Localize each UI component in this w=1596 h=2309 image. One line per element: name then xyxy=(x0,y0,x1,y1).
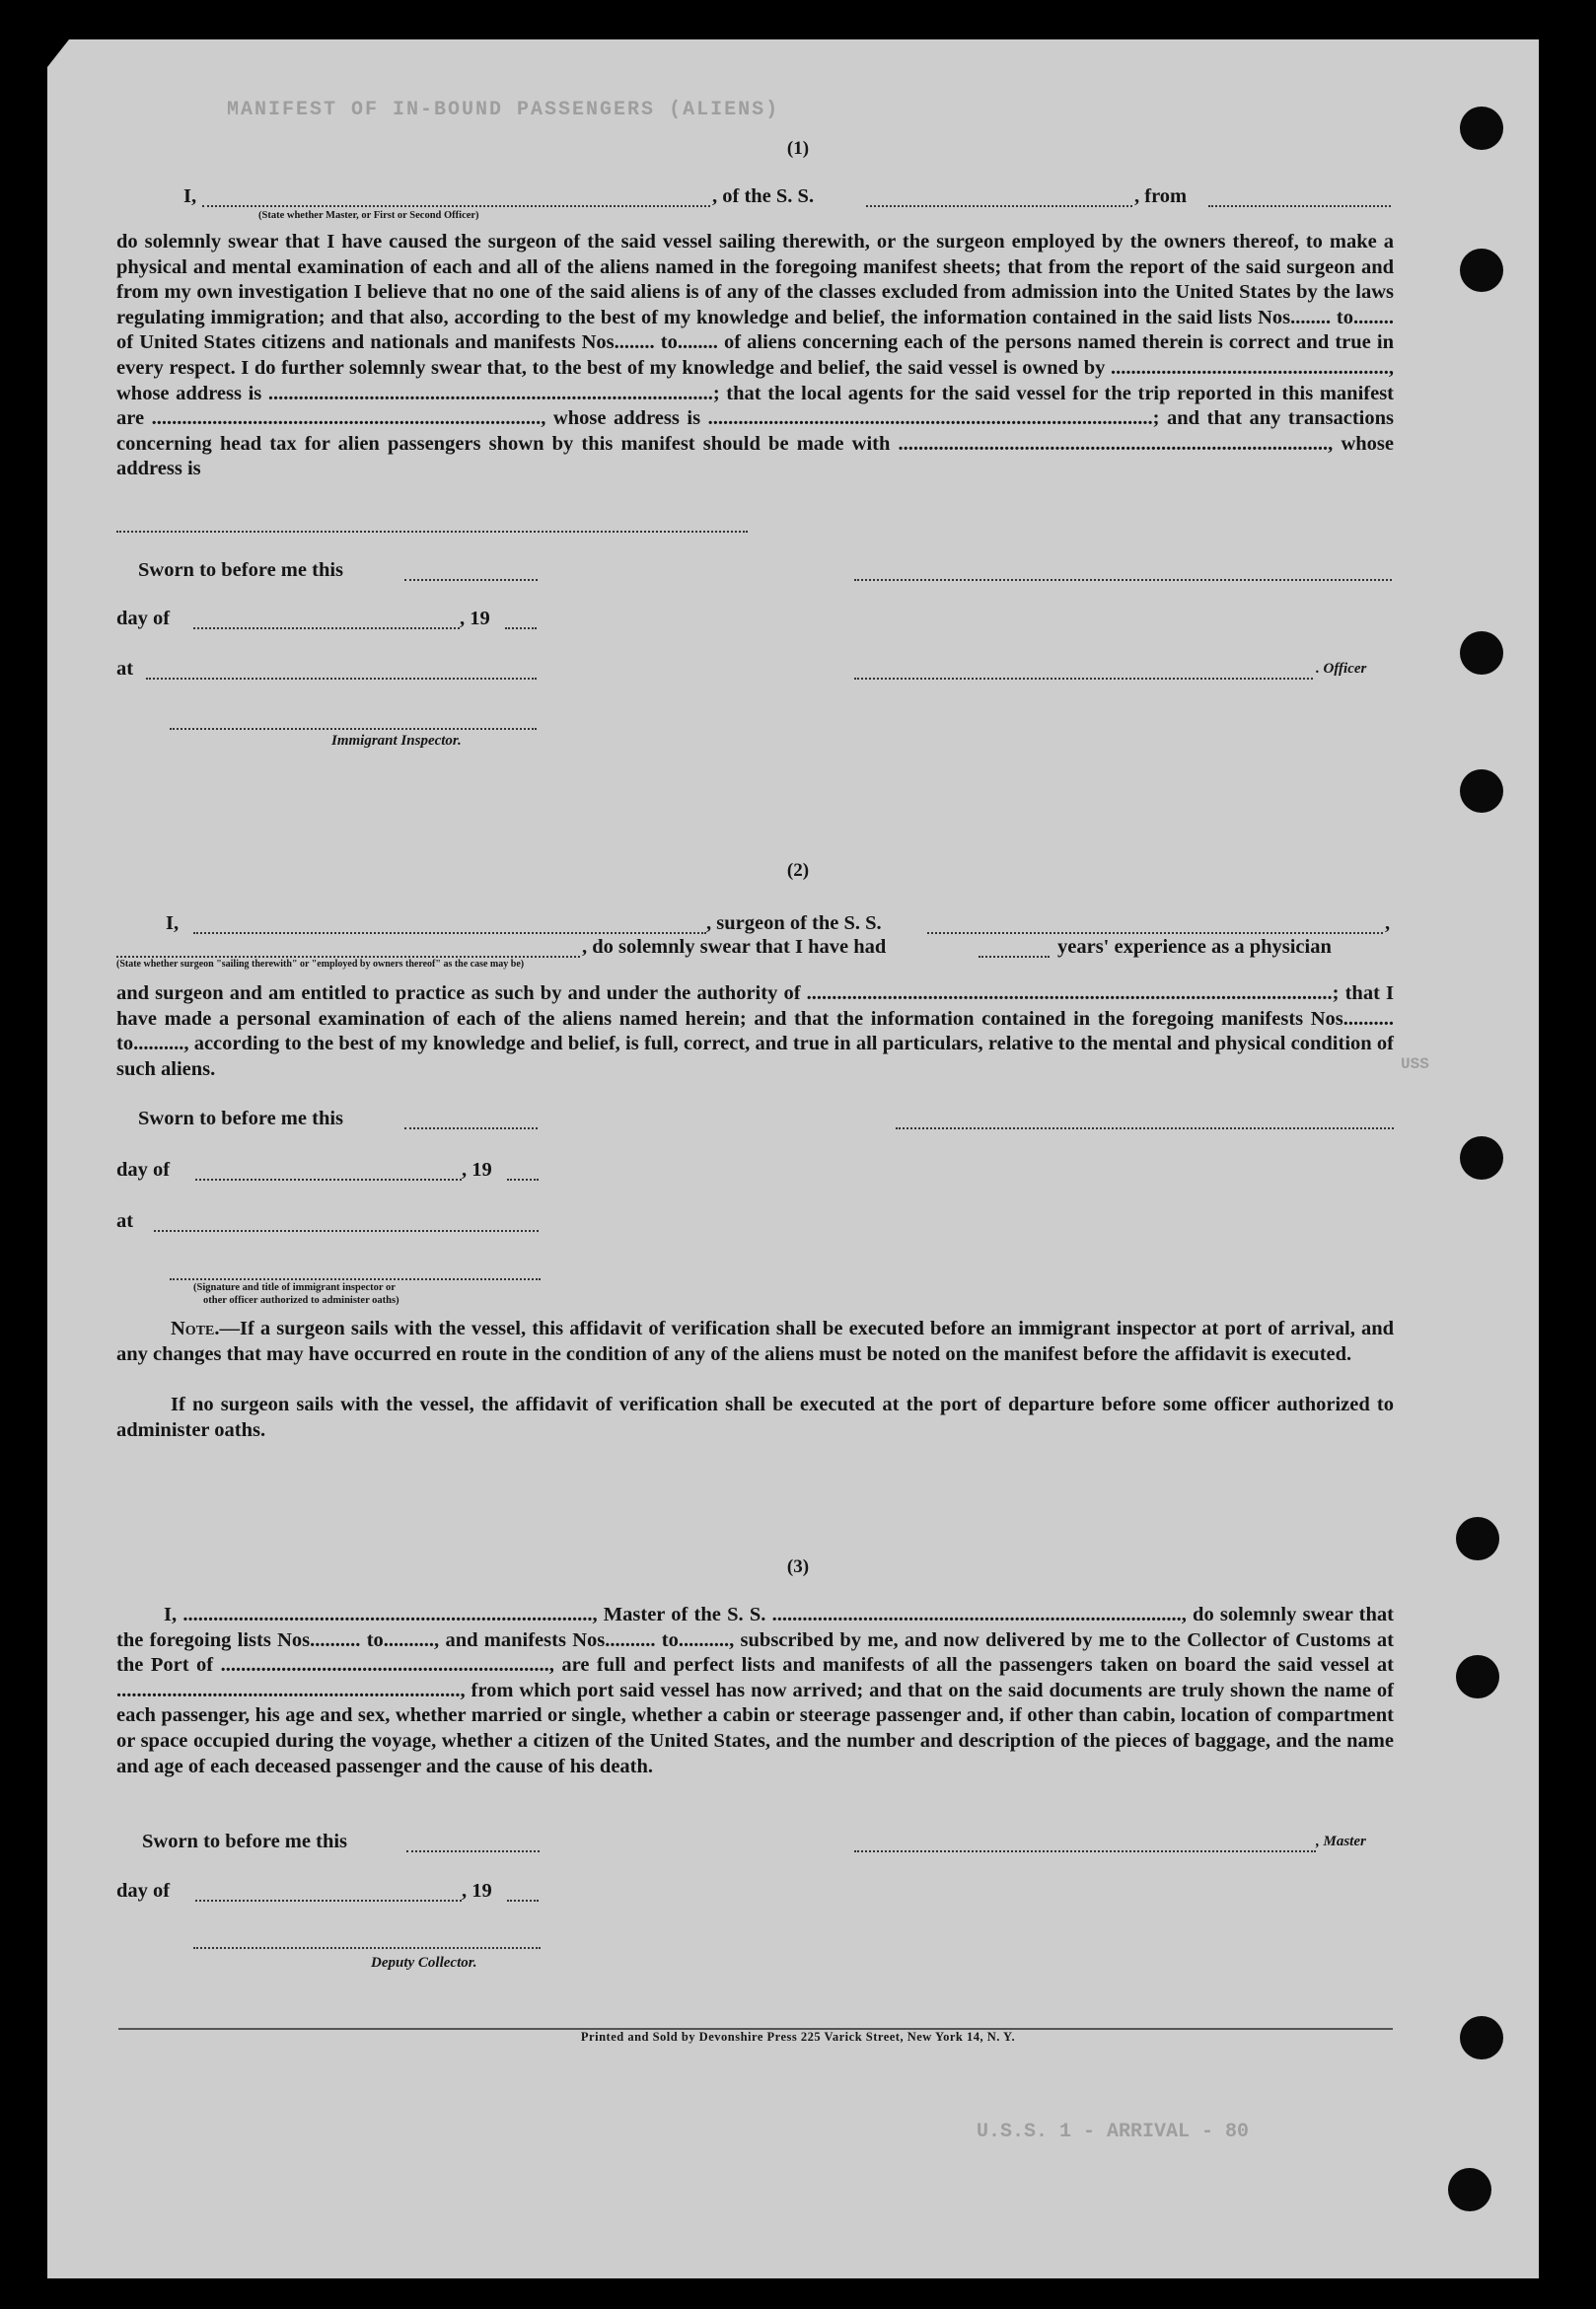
surgeon-of-ss-label: , surgeon of the S. S. xyxy=(706,912,882,934)
section-3-sworn: Sworn to before me this xyxy=(142,1831,348,1852)
punch-hole xyxy=(1460,1136,1503,1180)
punch-hole xyxy=(1460,2016,1503,2059)
officer-signature-field-top xyxy=(854,561,1392,587)
officer-signature-field xyxy=(854,660,1313,685)
section-1-heading: (1) xyxy=(786,138,810,159)
collector-label: Deputy Collector. xyxy=(371,1955,477,1971)
section-2-year: , 19 xyxy=(462,1159,492,1181)
from-port-field xyxy=(1208,187,1391,213)
section-2-day-of: day of xyxy=(116,1159,171,1181)
section-2-line-2-end: years' experience as a physician xyxy=(1057,936,1332,958)
note-text-1: —If a surgeon sails with the vessel, this affidavit of verification shall be executed before an immigrant inspector at port of arrival, and any changes that may have occurred en route in the condition of any of the aliens must be noted on the manifest before the affidavit is executed. xyxy=(116,1318,1394,1365)
printer-footer: Printed and Sold by Devonshire Press 225 Varick Street, New York 14, N. Y. xyxy=(580,2030,1016,2044)
from-label: , from xyxy=(1134,185,1188,207)
punch-hole xyxy=(1456,1517,1499,1560)
note-lead: Note. xyxy=(171,1318,220,1339)
comma: , xyxy=(1385,912,1391,934)
section-1-day-of: day of xyxy=(116,608,171,629)
punch-hole xyxy=(1460,249,1503,292)
years-field xyxy=(979,938,1050,964)
sig-note-2: other officer authorized to administer oaths) xyxy=(203,1295,399,1306)
section-3-heading: (3) xyxy=(786,1556,810,1577)
master-label: , Master xyxy=(1316,1834,1366,1849)
section-2-i: I, xyxy=(166,912,180,934)
section-3-day-of: day of xyxy=(116,1880,171,1902)
section-3-day-field xyxy=(195,1882,462,1908)
section-2-sworn: Sworn to before me this xyxy=(138,1108,344,1129)
section-1-at: at xyxy=(116,658,134,680)
section-2-line-2: , do solemnly swear that I have had xyxy=(582,936,887,958)
year-field xyxy=(505,610,537,635)
section-1-line-1 xyxy=(183,185,196,208)
section-1-body: do solemnly swear that I have caused the surgeon of the said vessel sailing therewith, or the surgeon employed by the owners thereof, to make a physical and mental examination of each and all of the aliens named in the foregoing manifest sheets; that from the report of the said surgeon and from my own investigation I believe that no one of the said aliens is of any of the classes excluded from admission into the United States by the laws regulating immigration; and that also, according to the best of my knowledge and belief, the information contained in the said lists Nos........ to........ of United States citizens and nationals and manifests Nos........ to........ of aliens concerning each of the persons named therein is correct and true in every respect. I do further solemnly swear that, to the best of my knowledge and belief, the said vessel is owned by ......................................................., whose address is ........................................................................................; that the local agents for the said vessel for the trip reported in this manifest are ............................................................................., whose address is ........................................................................................; and that any transactions concerning head tax for alien passengers shown by this manifest should be made with ....................................................................................., whose address is xyxy=(116,231,1394,480)
inspector-label: Immigrant Inspector. xyxy=(331,733,462,749)
at-field xyxy=(146,660,537,685)
punch-hole xyxy=(1460,769,1503,813)
master-note: (State whether Master, or First or Second Officer) xyxy=(258,210,479,221)
sig-note-1: (Signature and title of immigrant inspector or xyxy=(193,1282,396,1293)
section-3-sworn-field xyxy=(406,1833,540,1858)
i-label: I, xyxy=(183,185,197,207)
section-1-address-field xyxy=(116,513,748,539)
officer-label: . Officer xyxy=(1316,661,1367,677)
section-3-year-field xyxy=(507,1882,539,1908)
section-3-year: , 19 xyxy=(462,1880,492,1902)
punch-hole xyxy=(1460,631,1503,675)
bleed-through-text: MANIFEST OF IN-BOUND PASSENGERS (ALIENS) xyxy=(227,99,780,121)
section-1-year: , 19 xyxy=(460,608,490,629)
punch-hole xyxy=(1456,1655,1499,1698)
section-2-heading: (2) xyxy=(786,860,810,881)
section-2-body: and surgeon and am entitled to practice as such by and under the authority of ........................................................................................................; that I have made a personal examination of each of the aliens named herein; and that the information contained in the foregoing manifests Nos.......... to.........., according to the best of my knowledge and belief, is full, correct, and true in all particulars, relative to the mental and physical condition of such aliens. xyxy=(116,982,1394,1080)
section-2-day-field xyxy=(195,1161,462,1187)
vessel-name-field xyxy=(866,187,1132,213)
section-2-at-field xyxy=(154,1212,539,1238)
day-of-field xyxy=(193,610,460,635)
sworn-date-field xyxy=(404,561,538,587)
surgeon-note: (State whether surgeon "sailing therewith" or "employed by owners thereof" as the case may be) xyxy=(116,959,525,970)
section-2-at: at xyxy=(116,1210,134,1232)
bleed-through-text-bottom: U.S.S. 1 - ARRIVAL - 80 xyxy=(977,2121,1250,2143)
section-2-note-1 xyxy=(116,1317,1394,1367)
bleed-through-side-text: USS xyxy=(1401,1055,1429,1073)
section-1-sworn: Sworn to before me this xyxy=(138,559,344,581)
collector-signature-field xyxy=(193,1929,541,1955)
punch-hole xyxy=(1448,2168,1491,2211)
section-2-sworn-field xyxy=(404,1110,538,1135)
master-signature-field xyxy=(854,1833,1316,1858)
section-2-year-field xyxy=(507,1161,539,1187)
section-2-signature-field xyxy=(896,1110,1394,1135)
section-3-body: I, ................................................................................., Master of the S. S. ................................................................................., do solemnly swear that the foregoing lists Nos.......... to.........., and manifests Nos.......... to.........., subscribed by me, and now delivered by me to the Collector of Customs at the Port of ................................................................., are full and perfect lists and manifests of all the passengers taken on board the said vessel at ...................................................................., from which port said vessel has now arrived; and that on the said documents are truly shown the name of each passenger, his age and sex, whether married or single, whether a cabin or steerage passenger and, if other than cabin, location of compartment or space occupied during the voyage, whether a citizen of the United States, and the number and description of the pieces of baggage, and the name and age of each deceased passenger and the cause of his death. xyxy=(116,1604,1394,1777)
punch-hole xyxy=(1460,107,1503,150)
section-2-note-2: If no surgeon sails with the vessel, the affidavit of verification shall be executed at the port of departure before some officer authorized to administer oaths. xyxy=(116,1394,1394,1441)
of-ss-label: , of the S. S. xyxy=(712,185,815,207)
